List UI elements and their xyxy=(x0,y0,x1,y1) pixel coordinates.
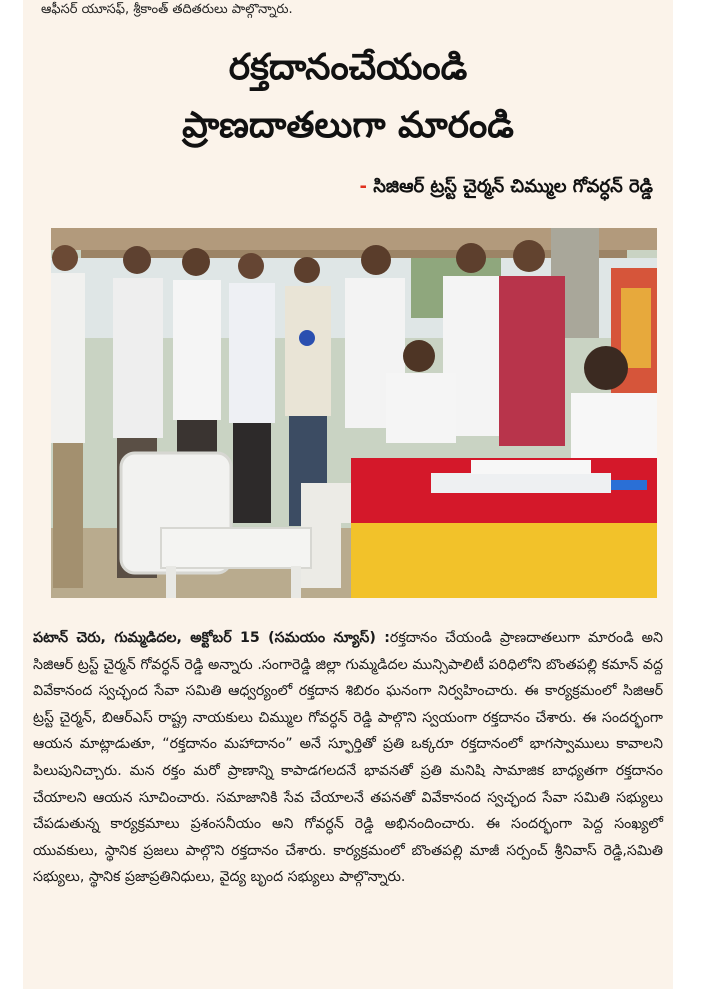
headline-line-1: రక్తదానంచేయండి xyxy=(228,47,468,88)
headline-line-2: ప్రాణదాతలుగా మారండి xyxy=(182,105,514,146)
newspaper-clipping xyxy=(23,0,673,989)
article-body xyxy=(33,625,663,891)
byline-text: సిజిఆర్ ట్రస్ట్ చైర్మన్ చిమ్ముల గోవర్ధన్ రెడ్డి xyxy=(373,176,653,197)
news-photo xyxy=(51,228,657,598)
registration-table xyxy=(351,458,657,598)
dateline: పటాన్ చెరు, గుమ్మడిదల, అక్టోబర్ 15 (సమయం న్యూస్) : xyxy=(33,630,390,646)
byline xyxy=(113,172,653,202)
article-text: రక్తదానం చేయండి ప్రాణదాతలుగా మారండి అని సిజిఆర్ ట్రస్ట్ చైర్మన్ గోవర్ధన్ రెడ్డి అన్నారు .సంగారెడ్డి జిల్లా గుమ్మడిదల మున్సిపాలిటీ పరిధిలోని బొంతపల్లి కమాన్ వద్ద వివేకానంద స్వచ్ఛంద సేవా సమితి ఆధ్వర్యంలో రక్తదాన శిబిరం ఘనంగా నిర్వహించారు. ఈ కార్యక్రమంలో సిజిఆర్ ట్రస్ట్ చైర్మన్, బిఆర్ఎస్ రాష్ట్ర నాయకులు చిమ్ముల గోవర్ధన్ రెడ్డి పాల్గొని స్వయంగా రక్తదానం చేశారు. ఈ సందర్భంగా ఆయన మాట్లాడుతూ, “రక్తదానం మహాదానం” అనే స్ఫూర్తితో ప్రతి ఒక్కరూ రక్తదానంలో భాగస్వాములు కావాలని పిలుపునిచ్చారు. మన రక్తం మరో ప్రాణాన్ని కాపాడగలదనే భావనతో ప్రతి మనిషి సామాజిక బాధ్యతగా రక్తదానం చేయాలని ఆయన సూచించారు. సమాజానికి సేవ చేయాలనే తపనతో వివేకానంద స్వచ్ఛంద సేవా సమితి సభ్యులు చేపడుతున్న కార్యక్రమాలు ప్రశంసనీయం అని గోవర్ధన్ రెడ్డి అభినందించారు. ఈ సందర్భంగా పెద్ద సంఖ్యలో యువకులు, స్థానిక ప్రజలు పాల్గొని రక్తదానం చేశారు. కార్యక్రమంలో బొంతపల్లి మాజీ సర్పంచ్ శ్రీనివాస్ రెడ్డి,సమితి సభ్యులు, స్థానిక ప్రజాప్రతినిధులు, వైద్య బృంద సభ్యులు పాల్గొన్నారు. xyxy=(33,630,663,886)
byline-dash: - xyxy=(359,176,367,197)
previous-article-tail: ఆఫీసర్ యూసఫ్, శ్రీకాంత్ తదితరులు పాల్గొన్నారు. xyxy=(41,2,293,17)
